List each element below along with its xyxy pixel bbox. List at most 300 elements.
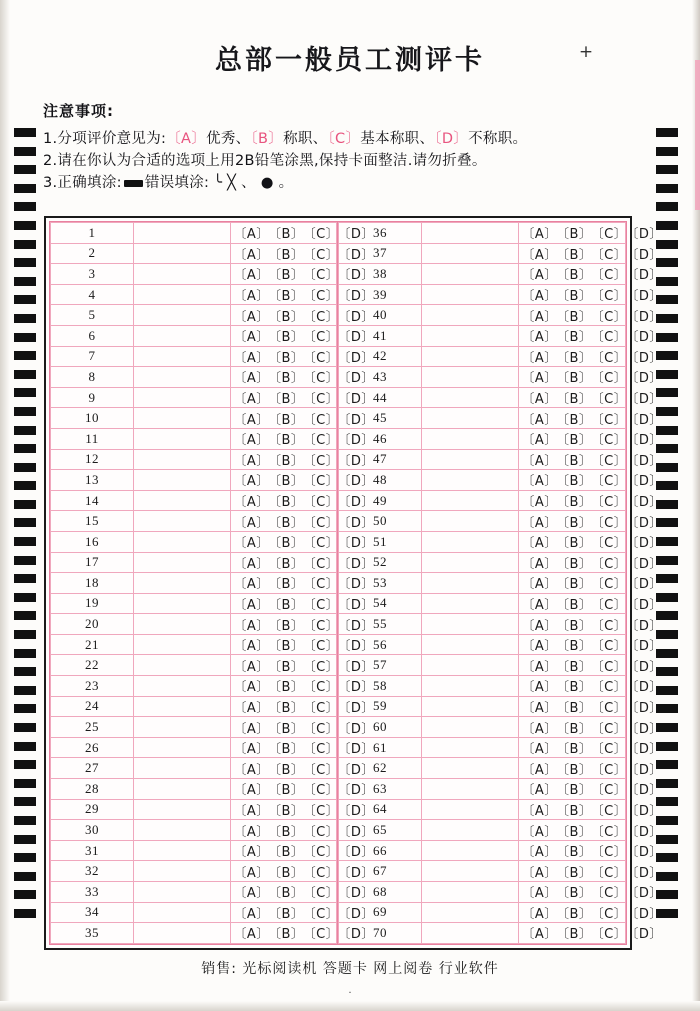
bubble-option[interactable]: 〔A〕 bbox=[233, 927, 270, 943]
bubble-option[interactable]: 〔D〕 bbox=[632, 412, 663, 428]
bubble-option[interactable]: 〔C〕 bbox=[309, 639, 339, 655]
bubble-option[interactable]: 〔D〕 bbox=[344, 577, 375, 593]
bubble-option[interactable]: 〔C〕 bbox=[597, 289, 627, 305]
bubble-option[interactable]: 〔A〕 bbox=[233, 762, 270, 778]
bubble-options-cell[interactable] bbox=[231, 470, 375, 491]
bubble-option[interactable]: 〔B〕 bbox=[274, 247, 305, 263]
bubble-option[interactable]: 〔C〕 bbox=[597, 906, 627, 922]
write-in-cell[interactable] bbox=[422, 840, 519, 861]
table-row[interactable] bbox=[51, 676, 337, 697]
bubble-option[interactable]: 〔D〕 bbox=[344, 392, 375, 408]
bubble-option[interactable]: 〔C〕 bbox=[309, 659, 339, 675]
bubble-option[interactable]: 〔A〕 bbox=[521, 906, 558, 922]
bubble-option[interactable]: 〔C〕 bbox=[309, 886, 339, 902]
table-row[interactable] bbox=[51, 634, 337, 655]
write-in-cell[interactable] bbox=[422, 717, 519, 738]
bubble-option[interactable]: 〔A〕 bbox=[233, 803, 270, 819]
write-in-cell[interactable] bbox=[422, 428, 519, 449]
bubble-options-cell[interactable] bbox=[519, 511, 663, 532]
bubble-option[interactable]: 〔A〕 bbox=[521, 289, 558, 305]
bubble-option[interactable]: 〔B〕 bbox=[274, 783, 305, 799]
write-in-cell[interactable] bbox=[422, 861, 519, 882]
table-row[interactable] bbox=[51, 696, 337, 717]
bubble-option[interactable]: 〔A〕 bbox=[521, 762, 558, 778]
table-row[interactable] bbox=[339, 779, 626, 800]
bubble-option[interactable]: 〔B〕 bbox=[562, 227, 593, 243]
bubble-option[interactable]: 〔D〕 bbox=[344, 824, 375, 840]
bubble-option[interactable]: 〔D〕 bbox=[632, 309, 663, 325]
bubble-option[interactable]: 〔D〕 bbox=[344, 330, 375, 346]
bubble-options-cell[interactable] bbox=[519, 387, 663, 408]
bubble-option[interactable]: 〔B〕 bbox=[274, 886, 305, 902]
bubble-option[interactable]: 〔C〕 bbox=[597, 371, 627, 387]
bubble-options-cell[interactable] bbox=[519, 799, 663, 820]
bubble-options-cell[interactable] bbox=[231, 552, 375, 573]
table-row[interactable] bbox=[51, 367, 337, 388]
table-row[interactable] bbox=[51, 573, 337, 594]
bubble-options-cell[interactable] bbox=[519, 264, 663, 285]
bubble-option[interactable]: 〔A〕 bbox=[233, 845, 270, 861]
table-row[interactable] bbox=[339, 223, 626, 244]
table-row[interactable] bbox=[339, 902, 626, 923]
bubble-options-cell[interactable] bbox=[231, 861, 375, 882]
table-row[interactable] bbox=[339, 531, 626, 552]
bubble-option[interactable]: 〔B〕 bbox=[562, 659, 593, 675]
bubble-option[interactable]: 〔A〕 bbox=[521, 350, 558, 366]
bubble-option[interactable]: 〔B〕 bbox=[274, 639, 305, 655]
write-in-cell[interactable] bbox=[134, 737, 231, 758]
bubble-option[interactable]: 〔A〕 bbox=[233, 474, 270, 490]
bubble-option[interactable]: 〔B〕 bbox=[562, 556, 593, 572]
bubble-option[interactable]: 〔A〕 bbox=[521, 309, 558, 325]
bubble-option[interactable]: 〔C〕 bbox=[309, 495, 339, 511]
bubble-option[interactable]: 〔A〕 bbox=[521, 247, 558, 263]
bubble-option[interactable]: 〔C〕 bbox=[597, 536, 627, 552]
bubble-option[interactable]: 〔A〕 bbox=[521, 556, 558, 572]
bubble-option[interactable]: 〔B〕 bbox=[562, 433, 593, 449]
bubble-option[interactable]: 〔B〕 bbox=[274, 474, 305, 490]
bubble-option[interactable]: 〔C〕 bbox=[309, 556, 339, 572]
bubble-option[interactable]: 〔B〕 bbox=[274, 556, 305, 572]
bubble-option[interactable]: 〔B〕 bbox=[562, 927, 593, 943]
bubble-option[interactable]: 〔A〕 bbox=[521, 474, 558, 490]
table-row[interactable] bbox=[339, 470, 626, 491]
bubble-option[interactable]: 〔A〕 bbox=[521, 453, 558, 469]
bubble-option[interactable]: 〔A〕 bbox=[521, 618, 558, 634]
table-row[interactable] bbox=[339, 552, 626, 573]
bubble-option[interactable]: 〔B〕 bbox=[274, 350, 305, 366]
table-row[interactable] bbox=[51, 449, 337, 470]
bubble-option[interactable]: 〔A〕 bbox=[233, 227, 270, 243]
bubble-option[interactable]: 〔B〕 bbox=[274, 289, 305, 305]
bubble-option[interactable]: 〔C〕 bbox=[597, 865, 627, 881]
bubble-options-cell[interactable] bbox=[519, 758, 663, 779]
bubble-option[interactable]: 〔C〕 bbox=[597, 515, 627, 531]
bubble-option[interactable]: 〔D〕 bbox=[632, 577, 663, 593]
bubble-option[interactable]: 〔C〕 bbox=[597, 886, 627, 902]
bubble-option[interactable]: 〔D〕 bbox=[344, 536, 375, 552]
bubble-options-cell[interactable] bbox=[519, 840, 663, 861]
bubble-option[interactable]: 〔B〕 bbox=[274, 392, 305, 408]
table-row[interactable] bbox=[339, 408, 626, 429]
bubble-option[interactable]: 〔B〕 bbox=[274, 495, 305, 511]
write-in-cell[interactable] bbox=[422, 346, 519, 367]
bubble-option[interactable]: 〔C〕 bbox=[309, 536, 339, 552]
write-in-cell[interactable] bbox=[134, 696, 231, 717]
table-row[interactable] bbox=[51, 717, 337, 738]
bubble-option[interactable]: 〔A〕 bbox=[521, 392, 558, 408]
table-row[interactable] bbox=[51, 223, 337, 244]
table-row[interactable] bbox=[339, 593, 626, 614]
bubble-options-cell[interactable] bbox=[519, 573, 663, 594]
write-in-cell[interactable] bbox=[134, 223, 231, 244]
write-in-cell[interactable] bbox=[422, 284, 519, 305]
bubble-option[interactable]: 〔D〕 bbox=[344, 927, 375, 943]
bubble-options-cell[interactable] bbox=[231, 408, 375, 429]
write-in-cell[interactable] bbox=[422, 634, 519, 655]
bubble-option[interactable]: 〔D〕 bbox=[344, 247, 375, 263]
table-row[interactable] bbox=[339, 573, 626, 594]
table-row[interactable] bbox=[51, 861, 337, 882]
write-in-cell[interactable] bbox=[422, 696, 519, 717]
bubble-option[interactable]: 〔D〕 bbox=[344, 783, 375, 799]
bubble-option[interactable]: 〔A〕 bbox=[521, 515, 558, 531]
bubble-option[interactable]: 〔D〕 bbox=[344, 515, 375, 531]
bubble-option[interactable]: 〔C〕 bbox=[309, 247, 339, 263]
write-in-cell[interactable] bbox=[134, 305, 231, 326]
bubble-option[interactable]: 〔A〕 bbox=[233, 906, 270, 922]
bubble-option[interactable]: 〔A〕 bbox=[233, 515, 270, 531]
bubble-option[interactable]: 〔C〕 bbox=[597, 721, 627, 737]
bubble-option[interactable]: 〔A〕 bbox=[233, 659, 270, 675]
bubble-option[interactable]: 〔B〕 bbox=[562, 515, 593, 531]
bubble-option[interactable]: 〔D〕 bbox=[344, 556, 375, 572]
bubble-options-cell[interactable] bbox=[519, 861, 663, 882]
bubble-option[interactable]: 〔C〕 bbox=[309, 597, 339, 613]
write-in-cell[interactable] bbox=[422, 552, 519, 573]
bubble-options-cell[interactable] bbox=[231, 305, 375, 326]
bubble-option[interactable]: 〔D〕 bbox=[344, 886, 375, 902]
bubble-option[interactable]: 〔B〕 bbox=[274, 597, 305, 613]
bubble-option[interactable]: 〔C〕 bbox=[597, 247, 627, 263]
bubble-option[interactable]: 〔D〕 bbox=[632, 453, 663, 469]
bubble-options-cell[interactable] bbox=[519, 367, 663, 388]
bubble-option[interactable]: 〔D〕 bbox=[632, 680, 663, 696]
bubble-option[interactable]: 〔D〕 bbox=[632, 783, 663, 799]
bubble-option[interactable]: 〔B〕 bbox=[274, 577, 305, 593]
bubble-option[interactable]: 〔A〕 bbox=[233, 597, 270, 613]
bubble-options-cell[interactable] bbox=[519, 490, 663, 511]
write-in-cell[interactable] bbox=[422, 820, 519, 841]
bubble-option[interactable]: 〔D〕 bbox=[344, 680, 375, 696]
bubble-option[interactable]: 〔C〕 bbox=[597, 783, 627, 799]
write-in-cell[interactable] bbox=[134, 799, 231, 820]
bubble-option[interactable]: 〔B〕 bbox=[274, 433, 305, 449]
bubble-option[interactable]: 〔C〕 bbox=[309, 330, 339, 346]
bubble-option[interactable]: 〔D〕 bbox=[632, 556, 663, 572]
table-row[interactable] bbox=[51, 490, 337, 511]
write-in-cell[interactable] bbox=[134, 428, 231, 449]
bubble-options-cell[interactable] bbox=[231, 840, 375, 861]
bubble-options-cell[interactable] bbox=[231, 717, 375, 738]
bubble-option[interactable]: 〔D〕 bbox=[344, 803, 375, 819]
bubble-option[interactable]: 〔A〕 bbox=[233, 309, 270, 325]
bubble-options-cell[interactable] bbox=[519, 737, 663, 758]
bubble-option[interactable]: 〔B〕 bbox=[562, 824, 593, 840]
bubble-options-cell[interactable] bbox=[519, 882, 663, 903]
bubble-option[interactable]: 〔C〕 bbox=[309, 742, 339, 758]
write-in-cell[interactable] bbox=[422, 243, 519, 264]
bubble-option[interactable]: 〔B〕 bbox=[274, 618, 305, 634]
bubble-option[interactable]: 〔B〕 bbox=[562, 371, 593, 387]
bubble-option[interactable]: 〔B〕 bbox=[562, 783, 593, 799]
bubble-option[interactable]: 〔D〕 bbox=[632, 700, 663, 716]
bubble-option[interactable]: 〔A〕 bbox=[233, 556, 270, 572]
bubble-option[interactable]: 〔C〕 bbox=[309, 350, 339, 366]
bubble-options-cell[interactable] bbox=[231, 223, 375, 244]
bubble-option[interactable]: 〔A〕 bbox=[233, 247, 270, 263]
write-in-cell[interactable] bbox=[134, 758, 231, 779]
bubble-option[interactable]: 〔B〕 bbox=[274, 453, 305, 469]
bubble-option[interactable]: 〔D〕 bbox=[632, 742, 663, 758]
bubble-option[interactable]: 〔B〕 bbox=[562, 639, 593, 655]
write-in-cell[interactable] bbox=[134, 634, 231, 655]
bubble-option[interactable]: 〔D〕 bbox=[632, 247, 663, 263]
write-in-cell[interactable] bbox=[134, 511, 231, 532]
bubble-options-cell[interactable] bbox=[519, 655, 663, 676]
table-row[interactable] bbox=[339, 325, 626, 346]
bubble-option[interactable]: 〔C〕 bbox=[309, 371, 339, 387]
bubble-options-cell[interactable] bbox=[231, 511, 375, 532]
bubble-option[interactable]: 〔D〕 bbox=[344, 433, 375, 449]
bubble-option[interactable]: 〔C〕 bbox=[597, 700, 627, 716]
bubble-options-cell[interactable] bbox=[231, 737, 375, 758]
bubble-option[interactable]: 〔D〕 bbox=[632, 597, 663, 613]
bubble-option[interactable]: 〔D〕 bbox=[632, 659, 663, 675]
bubble-option[interactable]: 〔D〕 bbox=[632, 371, 663, 387]
write-in-cell[interactable] bbox=[134, 264, 231, 285]
bubble-options-cell[interactable] bbox=[519, 408, 663, 429]
bubble-options-cell[interactable] bbox=[519, 284, 663, 305]
table-row[interactable] bbox=[51, 840, 337, 861]
bubble-options-cell[interactable] bbox=[519, 470, 663, 491]
bubble-option[interactable]: 〔A〕 bbox=[233, 453, 270, 469]
bubble-option[interactable]: 〔B〕 bbox=[274, 309, 305, 325]
write-in-cell[interactable] bbox=[134, 325, 231, 346]
bubble-options-cell[interactable] bbox=[231, 779, 375, 800]
bubble-option[interactable]: 〔B〕 bbox=[562, 742, 593, 758]
bubble-option[interactable]: 〔B〕 bbox=[562, 536, 593, 552]
bubble-options-cell[interactable] bbox=[519, 223, 663, 244]
table-row[interactable] bbox=[51, 552, 337, 573]
bubble-options-cell[interactable] bbox=[519, 696, 663, 717]
bubble-option[interactable]: 〔D〕 bbox=[344, 495, 375, 511]
table-row[interactable] bbox=[339, 387, 626, 408]
bubble-option[interactable]: 〔B〕 bbox=[274, 742, 305, 758]
bubble-option[interactable]: 〔D〕 bbox=[632, 824, 663, 840]
bubble-option[interactable]: 〔D〕 bbox=[344, 371, 375, 387]
bubble-option[interactable]: 〔A〕 bbox=[233, 330, 270, 346]
bubble-option[interactable]: 〔B〕 bbox=[274, 906, 305, 922]
table-row[interactable] bbox=[339, 367, 626, 388]
write-in-cell[interactable] bbox=[134, 840, 231, 861]
bubble-option[interactable]: 〔C〕 bbox=[309, 618, 339, 634]
bubble-option[interactable]: 〔A〕 bbox=[233, 639, 270, 655]
bubble-option[interactable]: 〔D〕 bbox=[344, 742, 375, 758]
bubble-option[interactable]: 〔A〕 bbox=[521, 700, 558, 716]
table-row[interactable] bbox=[51, 882, 337, 903]
table-row[interactable] bbox=[51, 511, 337, 532]
bubble-option[interactable]: 〔B〕 bbox=[562, 495, 593, 511]
bubble-option[interactable]: 〔C〕 bbox=[309, 762, 339, 778]
bubble-options-cell[interactable] bbox=[231, 614, 375, 635]
bubble-options-cell[interactable] bbox=[231, 449, 375, 470]
bubble-option[interactable]: 〔B〕 bbox=[274, 700, 305, 716]
bubble-option[interactable]: 〔B〕 bbox=[562, 453, 593, 469]
write-in-cell[interactable] bbox=[134, 470, 231, 491]
bubble-option[interactable]: 〔A〕 bbox=[233, 680, 270, 696]
write-in-cell[interactable] bbox=[134, 552, 231, 573]
bubble-options-cell[interactable] bbox=[231, 882, 375, 903]
bubble-options-cell[interactable] bbox=[519, 902, 663, 923]
bubble-option[interactable]: 〔B〕 bbox=[562, 803, 593, 819]
bubble-option[interactable]: 〔C〕 bbox=[309, 927, 339, 943]
bubble-option[interactable]: 〔A〕 bbox=[521, 433, 558, 449]
bubble-options-cell[interactable] bbox=[231, 387, 375, 408]
bubble-option[interactable]: 〔D〕 bbox=[632, 268, 663, 284]
bubble-option[interactable]: 〔C〕 bbox=[309, 268, 339, 284]
bubble-option[interactable]: 〔C〕 bbox=[597, 639, 627, 655]
table-row[interactable] bbox=[51, 305, 337, 326]
bubble-options-cell[interactable] bbox=[519, 593, 663, 614]
bubble-options-cell[interactable] bbox=[519, 346, 663, 367]
table-row[interactable] bbox=[51, 655, 337, 676]
bubble-option[interactable]: 〔B〕 bbox=[562, 577, 593, 593]
table-row[interactable] bbox=[339, 799, 626, 820]
bubble-option[interactable]: 〔C〕 bbox=[597, 927, 627, 943]
bubble-option[interactable]: 〔A〕 bbox=[521, 824, 558, 840]
bubble-option[interactable]: 〔D〕 bbox=[344, 309, 375, 325]
table-row[interactable] bbox=[51, 779, 337, 800]
write-in-cell[interactable] bbox=[422, 531, 519, 552]
bubble-option[interactable]: 〔D〕 bbox=[344, 906, 375, 922]
table-row[interactable] bbox=[51, 737, 337, 758]
bubble-options-cell[interactable] bbox=[231, 593, 375, 614]
bubble-option[interactable]: 〔A〕 bbox=[521, 577, 558, 593]
bubble-option[interactable]: 〔C〕 bbox=[597, 309, 627, 325]
table-row[interactable] bbox=[51, 243, 337, 264]
bubble-option[interactable]: 〔C〕 bbox=[309, 803, 339, 819]
bubble-option[interactable]: 〔D〕 bbox=[344, 639, 375, 655]
table-row[interactable] bbox=[339, 511, 626, 532]
bubble-option[interactable]: 〔A〕 bbox=[233, 721, 270, 737]
bubble-option[interactable]: 〔A〕 bbox=[233, 371, 270, 387]
bubble-option[interactable]: 〔C〕 bbox=[597, 762, 627, 778]
bubble-option[interactable]: 〔A〕 bbox=[521, 845, 558, 861]
table-row[interactable] bbox=[339, 923, 626, 944]
write-in-cell[interactable] bbox=[422, 387, 519, 408]
bubble-option[interactable]: 〔B〕 bbox=[274, 227, 305, 243]
bubble-options-cell[interactable] bbox=[519, 531, 663, 552]
bubble-option[interactable]: 〔D〕 bbox=[632, 515, 663, 531]
bubble-option[interactable]: 〔A〕 bbox=[233, 865, 270, 881]
table-row[interactable] bbox=[339, 264, 626, 285]
bubble-option[interactable]: 〔A〕 bbox=[521, 639, 558, 655]
write-in-cell[interactable] bbox=[422, 737, 519, 758]
bubble-option[interactable]: 〔B〕 bbox=[562, 412, 593, 428]
bubble-option[interactable]: 〔D〕 bbox=[632, 721, 663, 737]
bubble-option[interactable]: 〔A〕 bbox=[521, 371, 558, 387]
bubble-options-cell[interactable] bbox=[519, 779, 663, 800]
write-in-cell[interactable] bbox=[134, 346, 231, 367]
table-row[interactable] bbox=[339, 428, 626, 449]
bubble-option[interactable]: 〔B〕 bbox=[562, 268, 593, 284]
bubble-option[interactable]: 〔A〕 bbox=[521, 412, 558, 428]
write-in-cell[interactable] bbox=[422, 655, 519, 676]
bubble-option[interactable]: 〔D〕 bbox=[632, 536, 663, 552]
write-in-cell[interactable] bbox=[422, 799, 519, 820]
write-in-cell[interactable] bbox=[134, 902, 231, 923]
bubble-option[interactable]: 〔A〕 bbox=[233, 412, 270, 428]
write-in-cell[interactable] bbox=[134, 284, 231, 305]
bubble-options-cell[interactable] bbox=[519, 614, 663, 635]
table-row[interactable] bbox=[339, 614, 626, 635]
bubble-option[interactable]: 〔B〕 bbox=[274, 330, 305, 346]
bubble-option[interactable]: 〔C〕 bbox=[309, 865, 339, 881]
bubble-options-cell[interactable] bbox=[231, 676, 375, 697]
bubble-option[interactable]: 〔D〕 bbox=[344, 721, 375, 737]
bubble-option[interactable]: 〔D〕 bbox=[632, 392, 663, 408]
bubble-option[interactable]: 〔A〕 bbox=[233, 742, 270, 758]
bubble-option[interactable]: 〔D〕 bbox=[344, 412, 375, 428]
bubble-option[interactable]: 〔A〕 bbox=[521, 227, 558, 243]
bubble-options-cell[interactable] bbox=[231, 325, 375, 346]
bubble-option[interactable]: 〔A〕 bbox=[521, 536, 558, 552]
table-row[interactable] bbox=[339, 634, 626, 655]
bubble-option[interactable]: 〔C〕 bbox=[597, 597, 627, 613]
bubble-option[interactable]: 〔C〕 bbox=[597, 556, 627, 572]
bubble-options-cell[interactable] bbox=[519, 923, 663, 944]
table-row[interactable] bbox=[51, 531, 337, 552]
bubble-options-cell[interactable] bbox=[519, 243, 663, 264]
bubble-option[interactable]: 〔C〕 bbox=[309, 577, 339, 593]
write-in-cell[interactable] bbox=[422, 779, 519, 800]
bubble-option[interactable]: 〔D〕 bbox=[344, 227, 375, 243]
table-row[interactable] bbox=[339, 655, 626, 676]
bubble-option[interactable]: 〔A〕 bbox=[521, 721, 558, 737]
bubble-option[interactable]: 〔C〕 bbox=[309, 392, 339, 408]
table-row[interactable] bbox=[339, 696, 626, 717]
table-row[interactable] bbox=[51, 346, 337, 367]
bubble-option[interactable]: 〔A〕 bbox=[521, 803, 558, 819]
bubble-options-cell[interactable] bbox=[231, 346, 375, 367]
bubble-options-cell[interactable] bbox=[231, 428, 375, 449]
bubble-option[interactable]: 〔D〕 bbox=[344, 618, 375, 634]
bubble-option[interactable]: 〔C〕 bbox=[309, 474, 339, 490]
bubble-option[interactable]: 〔B〕 bbox=[274, 371, 305, 387]
write-in-cell[interactable] bbox=[134, 490, 231, 511]
bubble-option[interactable]: 〔A〕 bbox=[233, 824, 270, 840]
bubble-option[interactable]: 〔D〕 bbox=[344, 659, 375, 675]
bubble-option[interactable]: 〔C〕 bbox=[597, 453, 627, 469]
table-row[interactable] bbox=[339, 840, 626, 861]
write-in-cell[interactable] bbox=[422, 923, 519, 944]
table-row[interactable] bbox=[51, 923, 337, 944]
bubble-option[interactable]: 〔A〕 bbox=[521, 886, 558, 902]
bubble-option[interactable]: 〔C〕 bbox=[597, 227, 627, 243]
write-in-cell[interactable] bbox=[134, 387, 231, 408]
write-in-cell[interactable] bbox=[422, 449, 519, 470]
